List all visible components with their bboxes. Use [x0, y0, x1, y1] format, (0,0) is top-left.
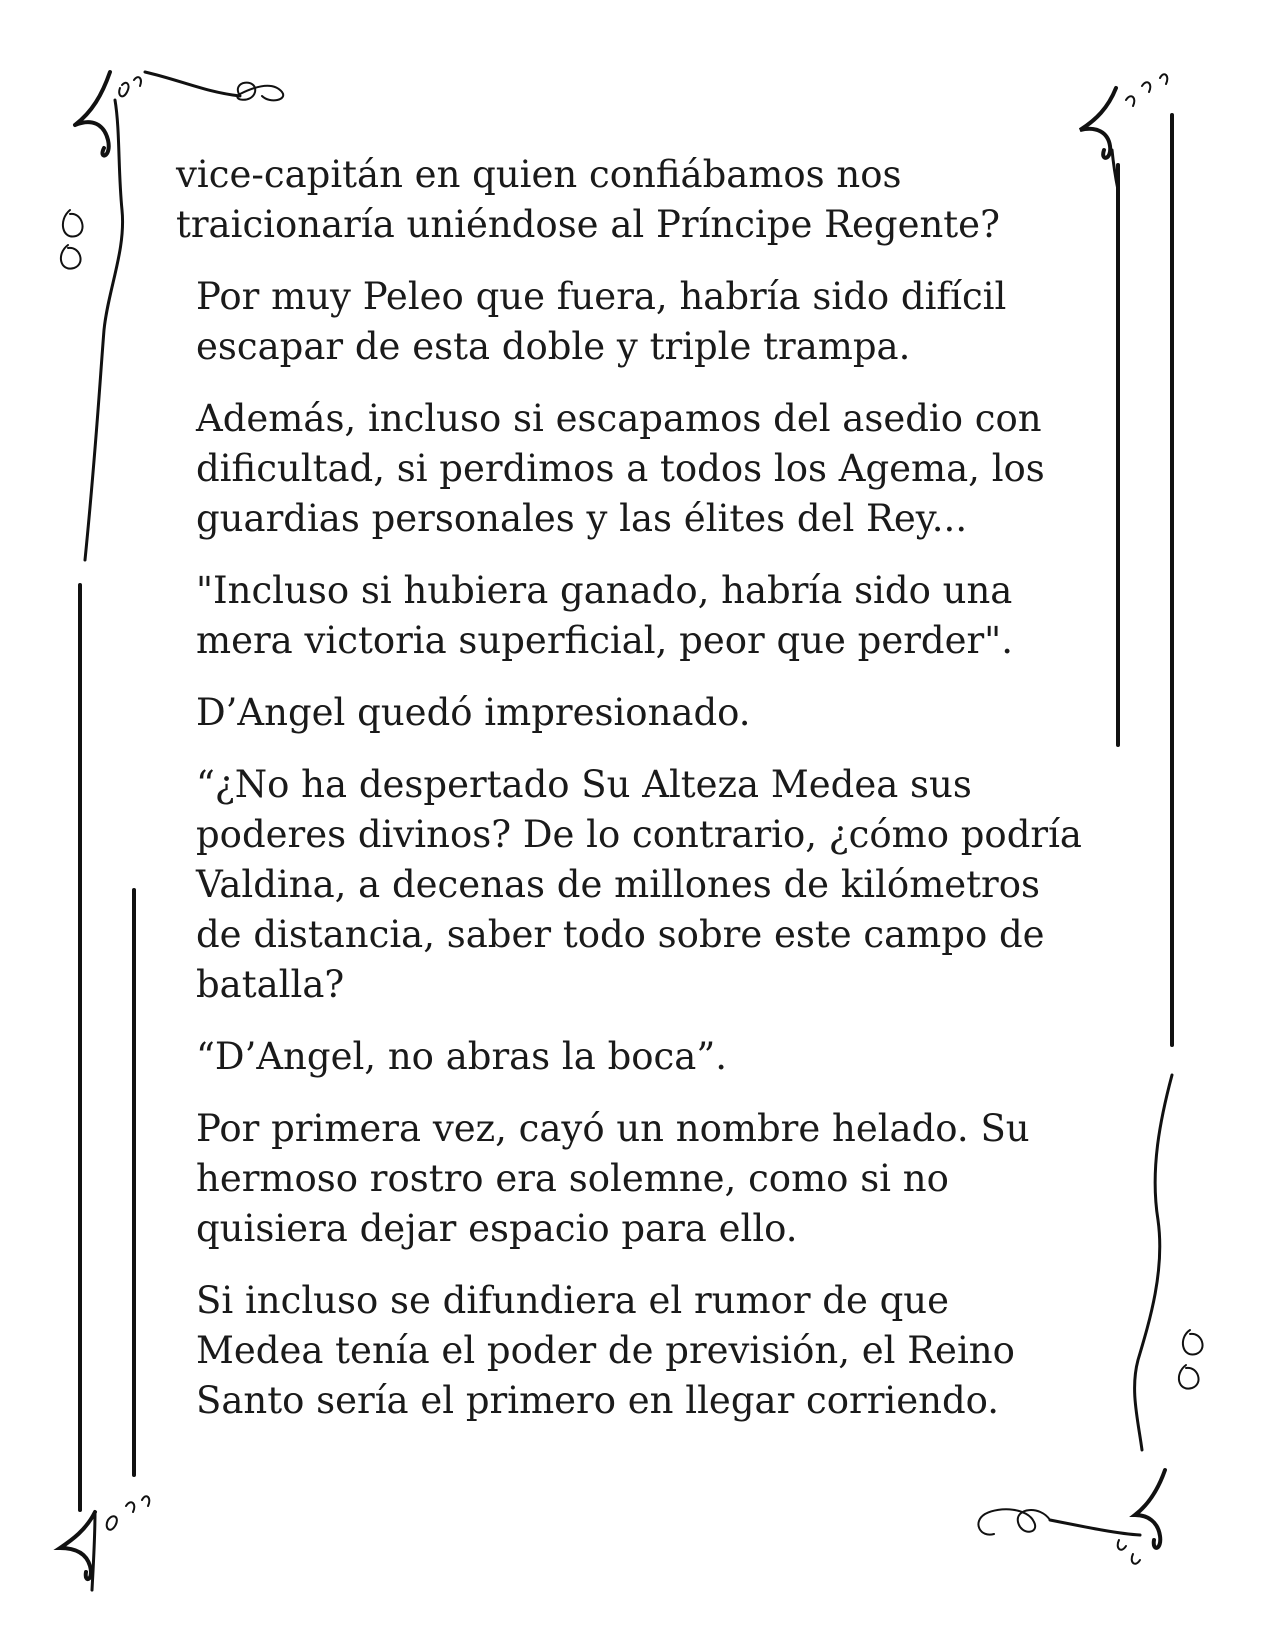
text-line: Santo sería el primero en llegar corriendo.	[196, 1379, 1000, 1422]
paragraph	[176, 760, 1082, 1010]
text-line: traicionaría uniéndose al Príncipe Regente?	[176, 203, 1000, 246]
text-line: Medea tenía el poder de previsión, el Reino	[196, 1329, 1015, 1372]
text-line: “D’Angel, no abras la boca”.	[196, 1035, 728, 1078]
text-line: guardias personales y las élites del Rey...	[196, 497, 968, 540]
text-line: escapar de esta doble y triple trampa.	[196, 325, 911, 368]
paragraph	[176, 1032, 1076, 1082]
paragraph	[176, 150, 1076, 250]
paragraph	[176, 394, 1076, 544]
text-line: batalla?	[196, 963, 345, 1006]
text-line: de distancia, saber todo sobre este campo de	[196, 913, 1045, 956]
text-line: hermoso rostro era solemne, como si no	[196, 1157, 949, 1200]
text-line: Si incluso se difundiera el rumor de que	[196, 1279, 950, 1322]
top-right-flourish	[1080, 74, 1167, 190]
text-line: Por muy Peleo que fuera, habría sido difícil	[196, 275, 1007, 318]
text-line: D’Angel quedó impresionado.	[196, 691, 751, 734]
text-line: "Incluso si hubiera ganado, habría sido una	[196, 569, 1013, 612]
paragraph	[176, 1104, 1076, 1254]
text-line: quisiera dejar espacio para ello.	[196, 1207, 798, 1250]
text-line: Además, incluso si escapamos del asedio con	[196, 397, 1042, 440]
text-line: mera victoria superficial, peor que perder".	[196, 619, 1013, 662]
paragraph	[176, 1276, 1076, 1426]
text-line: vice-capitán en quien confiábamos nos	[176, 153, 902, 196]
text-line: poderes divinos? De lo contrario, ¿cómo podría	[196, 813, 1082, 856]
paragraph	[176, 688, 1076, 738]
page-body-text	[176, 150, 1082, 1448]
paragraph	[176, 566, 1076, 666]
text-line: Valdina, a decenas de millones de kilómetros	[196, 863, 1040, 906]
text-line: dificultad, si perdimos a todos los Agema, los	[196, 447, 1045, 490]
paragraph	[176, 272, 1076, 372]
text-line: Por primera vez, cayó un nombre helado. Su	[196, 1107, 1030, 1150]
text-line: “¿No ha despertado Su Alteza Medea sus	[196, 763, 972, 806]
bottom-left-flourish	[60, 1496, 149, 1590]
